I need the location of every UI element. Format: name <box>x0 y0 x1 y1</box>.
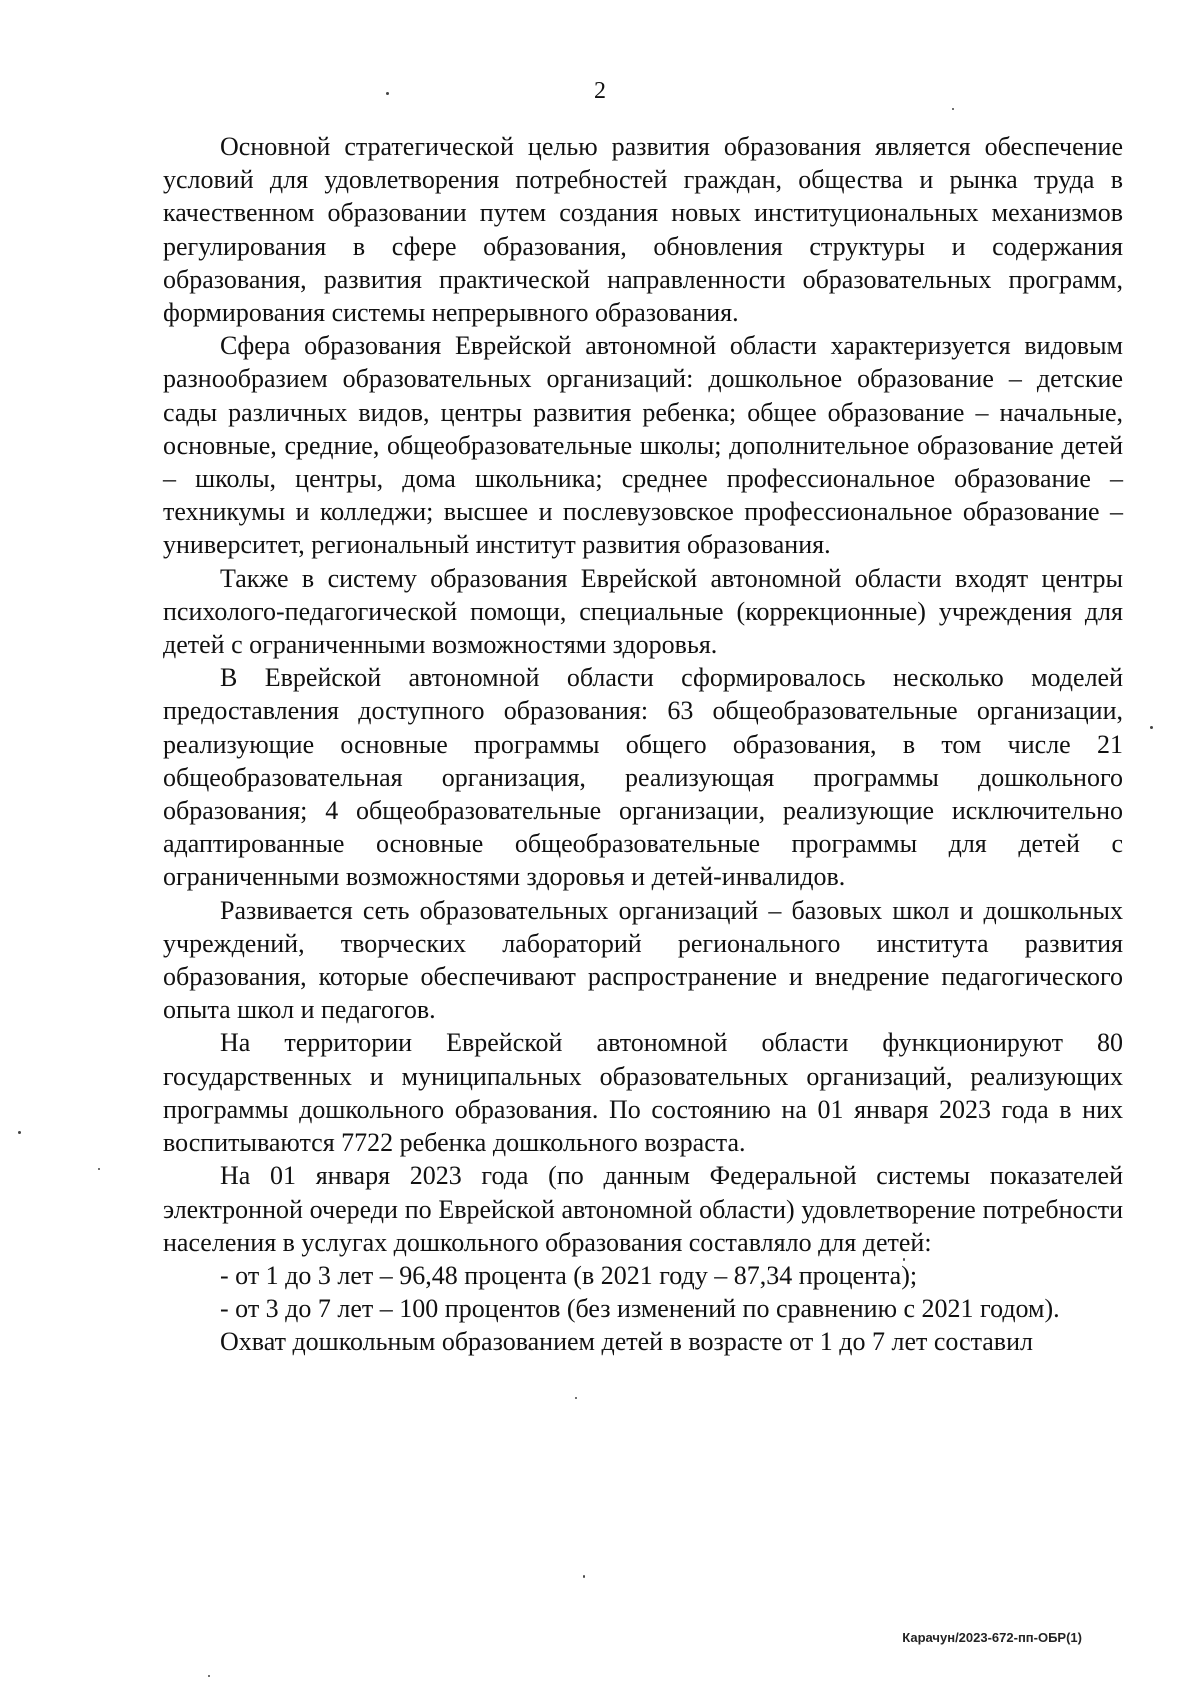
document-body <box>163 130 1123 1359</box>
paragraph-strategic-goal: Основной стратегической целью развития образования является обеспечение условий для удовлетворения потребностей граждан, общества и рынка труда в качественном образовании путем создания новых институциональных механизмов регулирования в сфере образования, обновления структуры и содержания образования, развития практической направленности образовательных программ, формирования системы непрерывного образования. <box>163 132 1123 328</box>
document-reference-footer: Карачун/2023-672-пп-ОБР(1) <box>902 1630 1082 1645</box>
paragraph-psych-centers: Также в систему образования Еврейской автономной области входят центры психолого-педагогической помощи, специальные (коррекционные) учреждения для детей с ограниченными возможностями здоровья. <box>163 563 1123 660</box>
scan-speck <box>903 1258 905 1261</box>
list-item-age-1-3: - от 1 до 3 лет – 96,48 процента (в 2021 году – 87,34 процента); <box>220 1260 918 1290</box>
paragraph-education-sphere: Сфера образования Еврейской автономной области характеризуется видовым разнообразием образовательных организаций: дошкольное образование – детские сады различных видов, центры развития ребенка; общее образование – начальные, основные, средние, общеобразовательные школы; дополнительное образование детей – школы, центры, дома школьника; среднее профессиональное образование – техникумы и колледжи; высшее и послевузовское профессиональное образование – университет, региональный институт развития образования. <box>163 331 1123 560</box>
paragraph-demand-satisfaction: На 01 января 2023 года (по данным Федеральной системы показателей электронной очереди по Еврейской автономной области) удовлетворение потребности населения в услугах дошкольного образования составляло для детей: <box>163 1161 1123 1257</box>
scan-speck <box>98 1168 100 1170</box>
list-item-age-3-7: - от 3 до 7 лет – 100 процентов (без изменений по сравнению с 2021 годом). <box>220 1294 1060 1324</box>
paragraph-access-models: В Еврейской автономной области сформировалось несколько моделей предоставления доступного образования: 63 общеобразовательные организации, реализующие основные программы общего образования, в том числе 21 общеобразовательная организация, реализующая программы дошкольного образования; 4 общеобразовательные организации, реализующие исключительно адаптированные основные общеобразовательные программы для детей с ограниченными возможностями здоровья и детей-инвалидов. <box>163 663 1123 892</box>
paragraph-coverage: Охват дошкольным образованием детей в возрасте от 1 до 7 лет составил <box>220 1327 1033 1357</box>
scan-speck <box>208 1675 210 1677</box>
scan-speck <box>18 1131 21 1134</box>
scan-speck <box>575 1397 577 1399</box>
paragraph-preschool-organizations: На территории Еврейской автономной области функционируют 80 государственных и муниципальных образовательных организаций, реализующих программы дошкольного образования. По состоянию на 01 января 2023 года в них воспитываются 7722 ребенка дошкольного возраста. <box>163 1028 1123 1158</box>
paragraph-school-network: Развивается сеть образовательных организаций – базовых школ и дошкольных учреждений, творческих лабораторий регионального института развития образования, которые обеспечивают распространение и внедрение педагогического опыта школ и педагогов. <box>163 895 1123 1025</box>
scan-speck <box>583 1575 585 1578</box>
scan-speck <box>1150 726 1153 729</box>
scan-speck <box>386 92 389 95</box>
page-number: 2 <box>594 78 606 104</box>
scan-speck <box>952 108 954 110</box>
